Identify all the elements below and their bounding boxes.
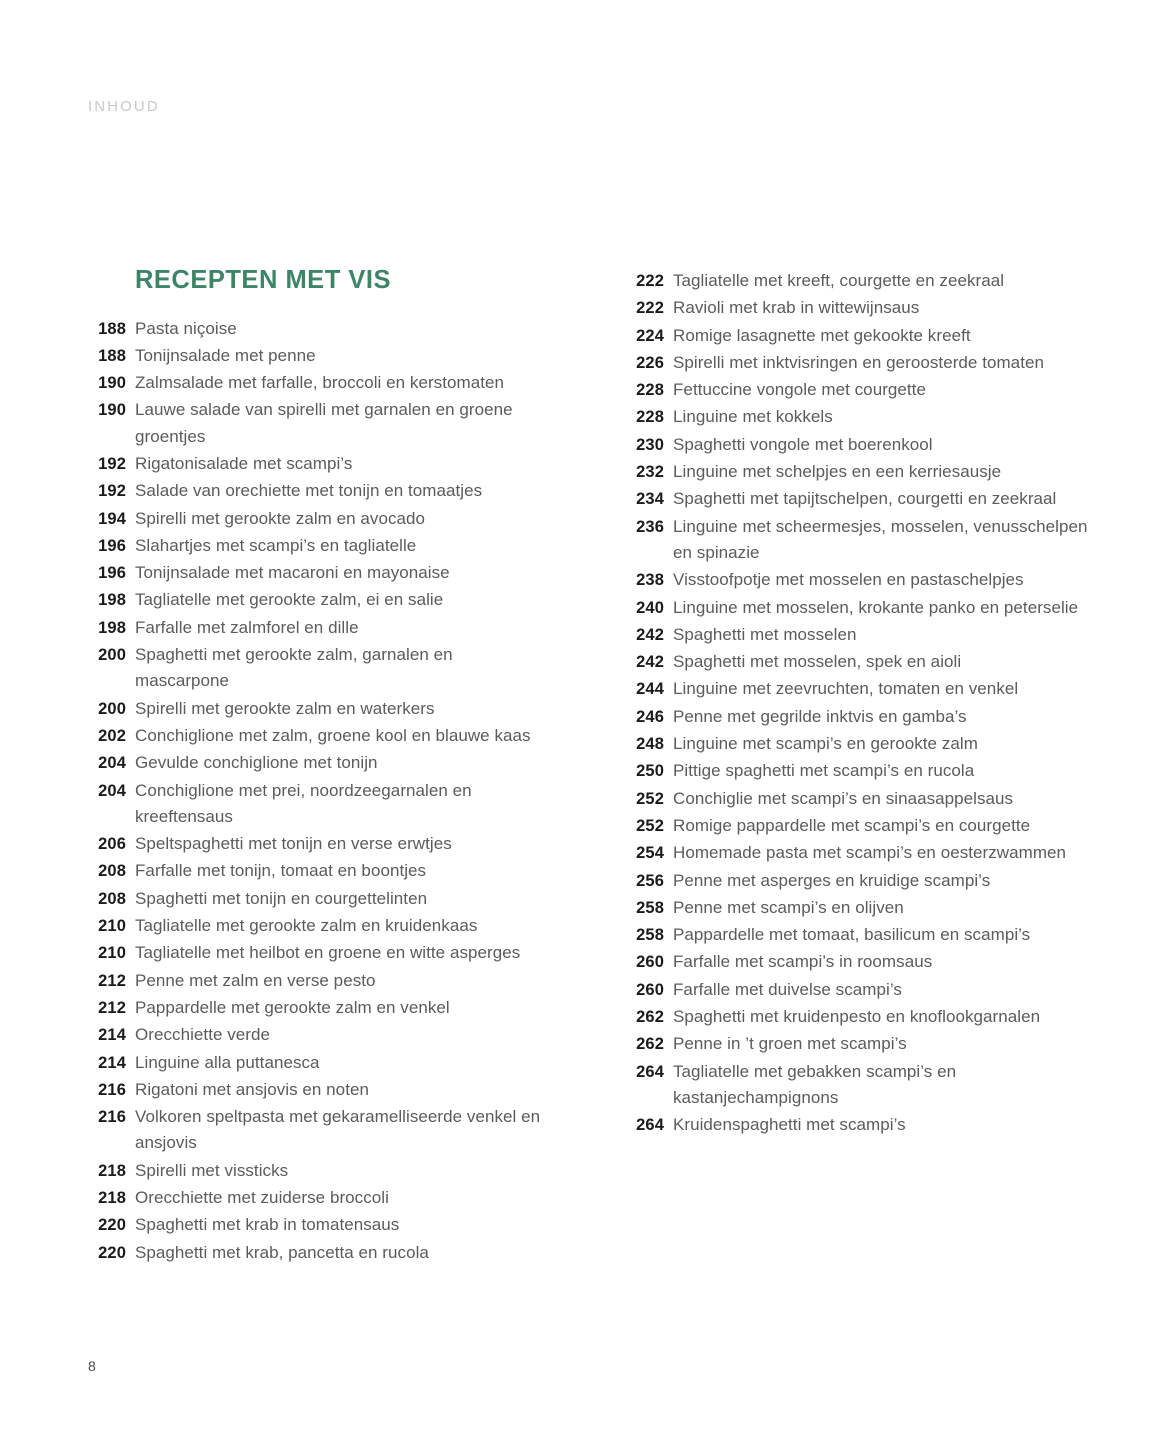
toc-entry-page-number: 258: [636, 926, 664, 945]
toc-entry-page-number: 222: [636, 272, 664, 290]
toc-entry[interactable]: [620, 868, 1090, 894]
toc-entry[interactable]: [82, 696, 552, 722]
toc-entry[interactable]: [620, 676, 1090, 702]
toc-entry[interactable]: [620, 268, 1090, 294]
toc-column-left: [82, 268, 552, 1267]
toc-entry-page-number: 230: [636, 435, 664, 454]
toc-entry[interactable]: [82, 316, 552, 342]
toc-entry-page-number: 192: [98, 482, 126, 501]
toc-entry-title: Orecchiette verde: [135, 1025, 271, 1045]
toc-entry[interactable]: [620, 1112, 1090, 1138]
toc-entry-title: Slahartjes met scampi’s en tagliatelle: [135, 535, 417, 555]
folio-page-number: 8: [88, 1358, 96, 1374]
toc-entry-page-number: 264: [636, 1062, 664, 1081]
toc-entry-page-number: 260: [636, 953, 664, 972]
toc-entry-title: Tonijnsalade met macaroni en mayonaise: [135, 563, 450, 583]
toc-entry-page-number: 212: [98, 998, 126, 1017]
toc-entry-page-number: 224: [636, 326, 664, 345]
toc-entry-title: Spaghetti met krab, pancetta en rucola: [135, 1242, 429, 1262]
toc-entry-title: Penne met scampi’s en olijven: [673, 897, 904, 917]
toc-entry-page-number: 254: [636, 844, 664, 863]
toc-entry-page-number: 206: [98, 835, 126, 854]
toc-entry[interactable]: [82, 533, 552, 559]
toc-entry-title: Penne met gegrilde inktvis en gamba’s: [673, 706, 967, 726]
toc-entry[interactable]: [620, 459, 1090, 485]
toc-entry[interactable]: [620, 295, 1090, 321]
toc-entry[interactable]: [82, 723, 552, 749]
toc-entry-page-number: 260: [636, 980, 664, 999]
toc-entry[interactable]: [82, 1158, 552, 1184]
toc-entry[interactable]: [82, 968, 552, 994]
toc-entry[interactable]: [620, 350, 1090, 376]
toc-entry-list-right: [620, 268, 1090, 1139]
toc-entry-title: Spirelli met gerookte zalm en avocado: [135, 508, 426, 528]
toc-entry-page-number: 258: [636, 898, 664, 917]
toc-entry-page-number: 188: [98, 346, 126, 365]
toc-entry-page-number: 220: [98, 1216, 126, 1235]
toc-entry-title: Spaghetti vongole met boerenkool: [673, 434, 933, 454]
toc-entry-title: Spaghetti met mosselen: [673, 624, 857, 644]
toc-entry-page-number: 250: [636, 762, 664, 781]
toc-entry-title: Romige pappardelle met scampi’s en courgette: [673, 815, 1031, 835]
toc-entry-list-left: [82, 316, 552, 1266]
toc-entry-title: Tonijnsalade met penne: [135, 345, 316, 365]
toc-column-right: [620, 268, 1090, 1267]
toc-entry-page-number: 196: [98, 564, 126, 583]
toc-entry-title: Tagliatelle met gerookte zalm, ei en salie: [135, 590, 444, 610]
toc-entry-page-number: 188: [98, 319, 126, 338]
toc-entry-title: Linguine met scheermesjes, mosselen, venusschelpen en spinazie: [673, 516, 1088, 562]
toc-entry-page-number: 232: [636, 463, 664, 482]
toc-entry[interactable]: [82, 1212, 552, 1238]
toc-entry-page-number: 210: [98, 917, 126, 936]
toc-entry[interactable]: [620, 1059, 1090, 1112]
toc-entry-page-number: 228: [636, 381, 664, 400]
toc-entry-title: Tagliatelle met kreeft, courgette en zeekraal: [673, 271, 1005, 290]
toc-entry-page-number: 226: [636, 353, 664, 372]
toc-entry-page-number: 202: [98, 726, 126, 745]
toc-entry-page-number: 200: [98, 699, 126, 718]
toc-entry[interactable]: [620, 649, 1090, 675]
toc-entry-title: Spirelli met gerookte zalm en waterkers: [135, 698, 435, 718]
toc-entry[interactable]: [620, 404, 1090, 430]
toc-entry-title: Linguine alla puttanesca: [135, 1052, 320, 1072]
toc-entry[interactable]: [82, 370, 552, 396]
toc-entry-title: Pappardelle met tomaat, basilicum en scampi’s: [673, 925, 1031, 945]
toc-entry-page-number: 246: [636, 707, 664, 726]
toc-entry-title: Conchiglie met scampi’s en sinaasappelsaus: [673, 788, 1014, 808]
toc-entry-page-number: 218: [98, 1189, 126, 1207]
toc-entry[interactable]: [82, 995, 552, 1021]
toc-entry-title: Speltspaghetti met tonijn en verse erwtjes: [135, 834, 452, 854]
toc-entry-page-number: 248: [636, 735, 664, 754]
toc-entry-title: Conchiglione met prei, noordzeegarnalen en kreeftensaus: [135, 780, 472, 826]
toc-entry[interactable]: [620, 514, 1090, 567]
toc-entry-title: Spaghetti met krab in tomatensaus: [135, 1215, 400, 1235]
toc-entry-page-number: 208: [98, 889, 126, 908]
toc-entry-title: Spaghetti met tapijtschelpen, courgetti en zeekraal: [673, 489, 1057, 509]
toc-entry-title: Tagliatelle met gerookte zalm en kruidenkaas: [135, 916, 478, 936]
toc-entry-title: Conchiglione met zalm, groene kool en blauwe kaas: [135, 725, 531, 745]
toc-entry[interactable]: [82, 940, 552, 966]
toc-entry[interactable]: [620, 949, 1090, 975]
toc-entry[interactable]: [620, 567, 1090, 593]
toc-entry[interactable]: [620, 1004, 1090, 1030]
toc-entry[interactable]: [620, 1031, 1090, 1057]
toc-entry[interactable]: [620, 595, 1090, 621]
toc-entry-title: Visstoofpotje met mosselen en pastaschelpjes: [673, 570, 1024, 590]
toc-entry-page-number: 216: [98, 1080, 126, 1099]
toc-entry[interactable]: [620, 731, 1090, 757]
toc-entry-page-number: 200: [98, 646, 126, 665]
toc-entry-page-number: 242: [636, 625, 664, 644]
toc-entry-page-number: 190: [98, 374, 126, 393]
toc-entry-page-number: 238: [636, 571, 664, 590]
running-head: INHOUD: [88, 98, 160, 115]
toc-entry-title: Linguine met kokkels: [673, 407, 833, 427]
toc-entry[interactable]: [82, 451, 552, 477]
toc-entry-title: Rigatonisalade met scampi’s: [135, 453, 353, 473]
toc-entry-title: Penne met zalm en verse pesto: [135, 970, 376, 990]
toc-entry-title: Farfalle met duivelse scampi’s: [673, 979, 902, 999]
toc-entry[interactable]: [82, 1104, 552, 1157]
toc-entry[interactable]: [620, 922, 1090, 948]
toc-entry[interactable]: [82, 397, 552, 450]
toc-entry-title: Spaghetti met kruidenpesto en knoflookgarnalen: [673, 1007, 1041, 1027]
toc-entry[interactable]: [620, 486, 1090, 512]
toc-entry-page-number: 204: [98, 754, 126, 773]
toc-entry-page-number: 198: [98, 618, 126, 637]
toc-entry[interactable]: [82, 858, 552, 884]
toc-entry-title: Tagliatelle met gebakken scampi’s en kastanjechampignons: [673, 1061, 957, 1107]
toc-entry-title: Farfalle met scampi’s in roomsaus: [673, 952, 933, 972]
toc-entry-title: Pasta niçoise: [135, 318, 237, 338]
toc-entry[interactable]: [620, 704, 1090, 730]
toc-entry-page-number: 262: [636, 1035, 664, 1054]
toc-entry-title: Spirelli met inktvisringen en geroosterde tomaten: [673, 352, 1044, 372]
toc-entry-title: Salade van orechiette met tonijn en tomaatjes: [135, 481, 483, 501]
toc-entry-page-number: 220: [98, 1243, 126, 1262]
toc-entry-title: Tagliatelle met heilbot en groene en witte asperges: [135, 943, 521, 963]
toc-entry-page-number: 218: [98, 1161, 126, 1180]
toc-entry-page-number: 204: [98, 781, 126, 800]
toc-entry-page-number: 192: [98, 454, 126, 473]
toc-entry[interactable]: [620, 432, 1090, 458]
toc-entry[interactable]: [82, 1050, 552, 1076]
toc-entry[interactable]: [82, 778, 552, 831]
toc-entry-title: Pittige spaghetti met scampi’s en rucola: [673, 761, 975, 781]
toc-entry[interactable]: [82, 750, 552, 776]
toc-entry-title: Volkoren speltpasta met gekaramelliseerde venkel en ansjovis: [135, 1107, 541, 1153]
toc-entry-title: Kruidenspaghetti met scampi’s: [673, 1115, 906, 1135]
toc-entry-title: Fettuccine vongole met courgette: [673, 380, 926, 400]
toc-entry-title: Homemade pasta met scampi’s en oesterzwammen: [673, 843, 1067, 863]
toc-entry[interactable]: [82, 886, 552, 912]
toc-entry[interactable]: [620, 758, 1090, 784]
toc-entry-title: Spaghetti met tonijn en courgettelinten: [135, 888, 428, 908]
toc-entry-page-number: 210: [98, 944, 126, 963]
toc-entry-title: Linguine met scampi’s en gerookte zalm: [673, 734, 978, 754]
toc-entry[interactable]: [82, 831, 552, 857]
toc-entry-page-number: 214: [98, 1053, 126, 1072]
toc-entry-page-number: 240: [636, 598, 664, 617]
table-of-contents: [82, 268, 1092, 1267]
toc-entry[interactable]: [82, 913, 552, 939]
toc-entry-page-number: 222: [636, 299, 664, 318]
toc-entry-title: Linguine met mosselen, krokante panko en peterselie: [673, 597, 1079, 617]
toc-entry[interactable]: [82, 1240, 552, 1266]
toc-entry-title: Penne in ’t groen met scampi’s: [673, 1034, 907, 1054]
toc-entry-page-number: 212: [98, 971, 126, 990]
toc-entry[interactable]: [82, 560, 552, 586]
toc-entry[interactable]: [82, 1022, 552, 1048]
toc-entry[interactable]: [620, 895, 1090, 921]
toc-entry-page-number: 208: [98, 862, 126, 881]
toc-entry[interactable]: [82, 1185, 552, 1211]
toc-entry-page-number: 228: [636, 408, 664, 427]
toc-entry-title: Spaghetti met gerookte zalm, garnalen en mascarpone: [135, 645, 453, 691]
toc-entry-page-number: 236: [636, 517, 664, 536]
toc-entry-title: Spaghetti met mosselen, spek en aioli: [673, 652, 962, 672]
toc-entry[interactable]: [620, 977, 1090, 1003]
toc-entry[interactable]: [82, 615, 552, 641]
toc-entry-title: Linguine met zeevruchten, tomaten en venkel: [673, 679, 1019, 699]
toc-entry[interactable]: [82, 343, 552, 369]
toc-entry[interactable]: [620, 323, 1090, 349]
toc-entry-page-number: 264: [636, 1116, 664, 1135]
toc-entry[interactable]: [620, 622, 1090, 648]
toc-entry-title: Romige lasagnette met gekookte kreeft: [673, 325, 971, 345]
toc-entry-page-number: 242: [636, 653, 664, 672]
toc-entry-title: Rigatoni met ansjovis en noten: [135, 1079, 369, 1099]
toc-entry-page-number: 244: [636, 680, 664, 699]
toc-entry[interactable]: [620, 377, 1090, 403]
toc-entry-title: Zalmsalade met farfalle, broccoli en kerstomaten: [135, 373, 505, 393]
toc-entry[interactable]: [620, 813, 1090, 839]
toc-entry-page-number: 256: [636, 871, 664, 890]
toc-entry-page-number: 216: [98, 1108, 126, 1127]
toc-entry-page-number: 196: [98, 536, 126, 555]
toc-entry[interactable]: [82, 506, 552, 532]
toc-entry-page-number: 252: [636, 789, 664, 808]
toc-entry-page-number: 214: [98, 1026, 126, 1045]
toc-entry-page-number: 262: [636, 1008, 664, 1027]
toc-entry-page-number: 194: [98, 509, 126, 528]
toc-entry-title: Orecchiette met zuiderse broccoli: [135, 1188, 389, 1207]
toc-entry-page-number: 198: [98, 591, 126, 610]
toc-entry-title: Pappardelle met gerookte zalm en venkel: [135, 997, 450, 1017]
section-title: RECEPTEN MET VIS: [135, 266, 391, 294]
toc-entry[interactable]: [620, 840, 1090, 866]
toc-entry-title: Farfalle met tonijn, tomaat en boontjes: [135, 861, 427, 881]
toc-entry-title: Linguine met schelpjes en een kerriesausje: [673, 462, 1002, 482]
toc-entry-title: Penne met asperges en kruidige scampi’s: [673, 870, 991, 890]
toc-entry-page-number: 234: [636, 490, 664, 509]
toc-entry[interactable]: [82, 642, 552, 695]
toc-entry[interactable]: [82, 1077, 552, 1103]
toc-entry-title: Farfalle met zalmforel en dille: [135, 617, 359, 637]
toc-entry[interactable]: [620, 786, 1090, 812]
toc-entry-title: Gevulde conchiglione met tonijn: [135, 753, 378, 773]
toc-entry-page-number: 252: [636, 816, 664, 835]
toc-entry-page-number: 190: [98, 401, 126, 420]
toc-entry-title: Ravioli met krab in wittewijnsaus: [673, 298, 920, 318]
toc-entry[interactable]: [82, 587, 552, 613]
toc-entry-title: Lauwe salade van spirelli met garnalen en groene groentjes: [135, 400, 513, 446]
toc-entry[interactable]: [82, 478, 552, 504]
toc-entry-title: Spirelli met vissticks: [135, 1160, 289, 1180]
